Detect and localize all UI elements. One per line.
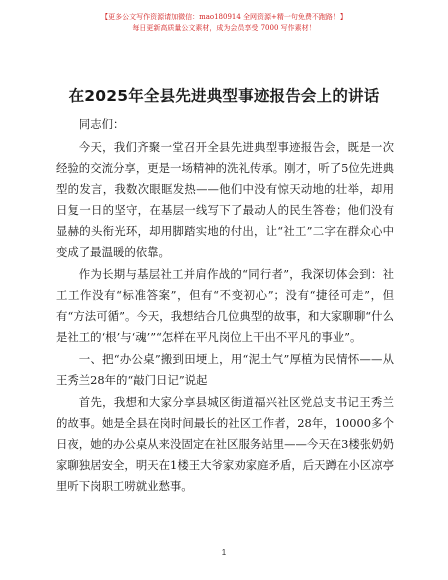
- page-number: 1: [221, 548, 227, 557]
- section-heading: 一、把“办公桌”搬到田埂上，用“泥土气”厚植为民情怀——从王秀兰28年的“敲门日记”说起: [56, 352, 394, 387]
- document-body: [56, 114, 394, 498]
- promo-banner: [0, 12, 448, 34]
- paragraph-reflection: 作为长期与基层社工并肩作战的“同行者”，我深切体会到：社工工作没有“标准答案”，但有“不变初心”；没有“捷径可走”，但有“方法可循”。今天，我想结合几位典型的故事，和大家聊聊“什么是社工的‘根’与‘魂’”“怎样在平凡岗位上干出不平凡的事业”。: [56, 267, 394, 344]
- document-title: 在2025年全县先进典型事迹报告会上的讲话: [68, 87, 380, 105]
- greeting: 同志们：: [78, 117, 125, 131]
- paragraph-section-1: 首先，我想和大家分享县城区街道福兴社区党总支书记王秀兰的故事。她是全县在岗时间最长的社区工作者，28年，10000多个日夜，她的办公桌从来没固定在社区服务站里——今天在3楼张奶奶家聊独居安全，明天在1楼王大爷家劝家庭矛盾，后天蹲在小区凉亭里听下岗职工唠就业愁事。: [56, 395, 394, 493]
- promo-banner-line-2: 每日更新高质量公文素材，成为会员享受 7000 写作素材！: [132, 24, 316, 32]
- promo-banner-line-1: 【更多公文写作资源请加微信：mao180914 全网资源+精一句免费不跑路！】: [101, 13, 347, 21]
- paragraph-intro: 今天，我们齐聚一堂召开全县先进典型事迹报告会，既是一次经验的交流分享，更是一场精神的洗礼传承。刚才，听了5位先进典型的发言，我数次眼眶发热——他们中没有惊天动地的壮举，却用日复一日的坚守，在基层一线写下了最动人的民生答卷；他们没有显赫的头衔光环，却用脚踏实地的付出，让“社工”二字在群众心中变成了最温暖的依靠。: [56, 140, 394, 259]
